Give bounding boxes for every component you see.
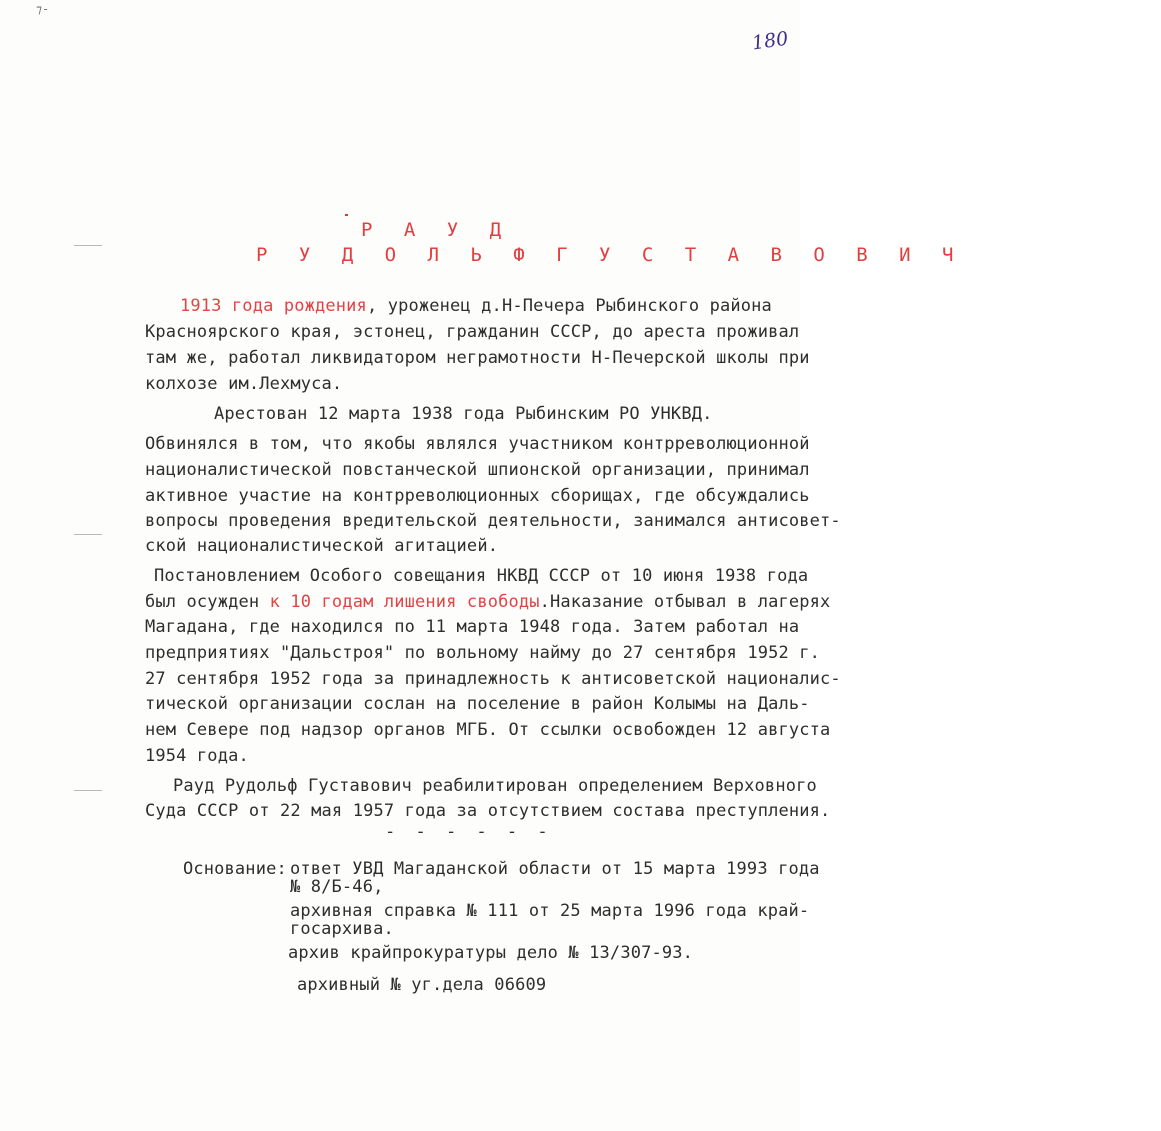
paragraph-1-line-1-text: , уроженец д.Н-Печера Рыбинского района bbox=[366, 296, 772, 316]
paragraph-3-line-2: националистической повстанческой шпионской организации, принимал bbox=[145, 460, 810, 480]
basis-item-1-line-1: ответ УВД Магаданской области от 15 марта 1993 года bbox=[290, 859, 820, 879]
basis-label: Основание: bbox=[183, 859, 287, 879]
paragraph-4-line-4: предприятиях "Дальстроя" по вольному найму до 27 сентября 1952 г. bbox=[145, 643, 821, 663]
basis-item-1-line-2: № 8/Б-46, bbox=[290, 877, 384, 897]
red-tick-mark bbox=[345, 214, 348, 216]
paragraph-4-line-2-text: .Наказание отбывал в лагерях bbox=[539, 592, 831, 612]
corner-mark: ⁊- bbox=[36, 2, 50, 16]
paragraph-4-line-6: тической организации сослан на поселение в район Колымы на Даль- bbox=[145, 694, 810, 714]
paragraph-3-line-5: ской националистической агитацией. bbox=[145, 536, 499, 556]
handwritten-page-number: 180 bbox=[750, 27, 790, 55]
title-surname: Р А У Д bbox=[361, 219, 512, 241]
basis-item-2-line-1: архивная справка № 111 от 25 марта 1996 года край- bbox=[290, 901, 810, 921]
paragraph-4-line-8: 1954 года. bbox=[145, 746, 249, 766]
separator-dashes: - - - - - - bbox=[385, 822, 553, 842]
paragraph-1-line-1 bbox=[180, 296, 772, 316]
margin-mark bbox=[74, 534, 102, 535]
basis-item-2-line-2: госархива. bbox=[290, 919, 394, 939]
paragraph-4-line-5: 27 сентября 1952 года за принадлежность к антисоветской националис- bbox=[145, 669, 841, 689]
sentence-highlight: к 10 годам лишения свободы bbox=[269, 592, 540, 612]
birth-year-highlight: 1913 года рождения bbox=[180, 296, 367, 316]
basis-item-3: архив крайпрокуратуры дело № 13/307-93. bbox=[288, 943, 694, 963]
paragraph-2-line-1: Арестован 12 марта 1938 года Рыбинским РО УНКВД. bbox=[214, 404, 713, 424]
paragraph-3-line-4: вопросы проведения вредительской деятельности, занимался антисовет- bbox=[145, 511, 841, 531]
paragraph-5-line-2: Суда СССР от 22 мая 1957 года за отсутствием состава преступления. bbox=[145, 801, 831, 821]
paragraph-3-line-3: активное участие на контрреволюционных сборищах, где обсуждались bbox=[145, 486, 810, 506]
paragraph-4-line-3: Магадана, где находился по 11 марта 1948 года. Затем работал на bbox=[145, 617, 800, 637]
paragraph-1-line-2: Красноярского края, эстонец, гражданин СССР, до ареста проживал bbox=[145, 322, 800, 342]
paragraph-4-line-7: нем Севере под надзор органов МГБ. От ссылки освобожден 12 августа bbox=[145, 720, 831, 740]
paragraph-5-line-1: Рауд Рудольф Густавович реабилитирован определением Верховного bbox=[173, 776, 817, 796]
paragraph-1-line-3: там же, работал ликвидатором неграмотности Н-Печерской школы при bbox=[145, 348, 810, 368]
margin-mark bbox=[74, 245, 102, 246]
paragraph-4-line-2 bbox=[145, 592, 830, 612]
title-full-name: Р У Д О Л Ь Ф Г У С Т А В О В И Ч bbox=[256, 244, 964, 266]
paragraph-3-line-1: Обвинялся в том, что якобы являлся участником контрреволюционной bbox=[145, 434, 810, 454]
margin-mark bbox=[74, 790, 102, 791]
paragraph-4-line-1: Постановлением Особого совещания НКВД СССР от 10 июня 1938 года bbox=[154, 566, 809, 586]
paragraph-4-line-2-prefix: был осужден bbox=[145, 592, 270, 612]
basis-item-4: архивный № уг.дела 06609 bbox=[297, 975, 547, 995]
paragraph-1-line-4: колхозе им.Лехмуса. bbox=[145, 374, 343, 394]
